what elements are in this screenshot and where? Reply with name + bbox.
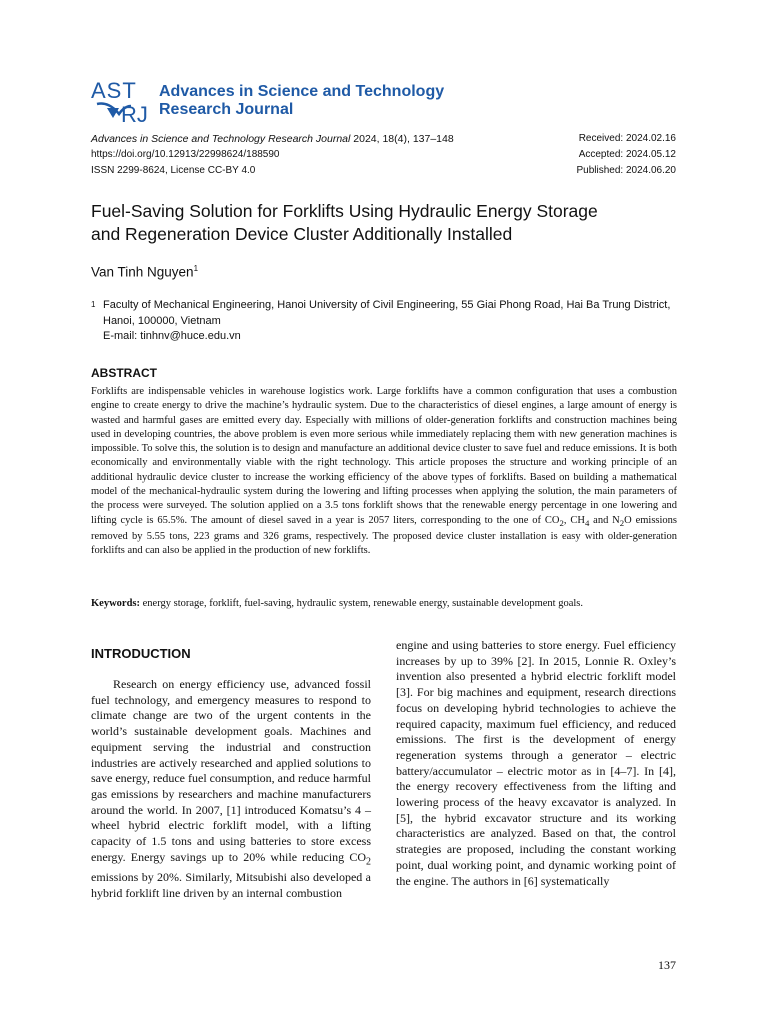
keywords-label: Keywords: xyxy=(91,598,140,609)
astrj-logo-icon xyxy=(91,78,147,126)
n2o-subscript: 2 xyxy=(619,517,625,528)
accepted-date: Accepted: 2024.05.12 xyxy=(578,149,676,160)
author-affiliation-mark: 1 xyxy=(193,264,199,273)
ch4-subscript: 4 xyxy=(584,517,590,528)
intro-co2-subscript: 2 xyxy=(366,856,371,868)
abstract-heading: ABSTRACT xyxy=(91,366,157,380)
intro-col1-text-a: Research on energy efficiency use, advanced fossil fuel technology, and emergency measures to respond to climate change are two of the urgent contents in the world’s sustainable development goals. Machines and equipment serving the industrial and construction industries are actively researched and applied solutions to save energy, reduce fuel consumption, and reduce harmful gas emissions by researchers and machine manufacturers around the world. In 2007, [1] introduced Komatsu’s 4 – wheel hybrid electric forklift model, with a lifting capacity of 1.5 tons and using batteries to store excess energy. Energy savings up to 20% while reducing CO xyxy=(91,677,371,864)
doi-link[interactable]: https://doi.org/10.12913/22998624/188590 xyxy=(91,149,280,160)
citation-block xyxy=(91,131,454,179)
author-email[interactable]: E-mail: tinhnv@huce.edu.vn xyxy=(103,330,241,342)
affiliation-number: 1 xyxy=(91,300,96,309)
paper-title-line1: Fuel-Saving Solution for Forklifts Using Hydraulic Energy Storage xyxy=(91,201,598,221)
co2-subscript: 2 xyxy=(559,517,564,528)
abstract-text xyxy=(91,385,677,559)
paper-title-line2: and Regeneration Device Cluster Additionally Installed xyxy=(91,224,513,244)
citation-line xyxy=(91,131,454,147)
journal-name-line2: Research Journal xyxy=(159,101,294,118)
published-date: Published: 2024.06.20 xyxy=(576,165,676,176)
received-date: Received: 2024.02.16 xyxy=(578,133,676,144)
abstract-text-d: O emissions removed by 5.55 tons, 223 grams and 326 grams, respectively. The proposed device cluster installation is easy with older-generation forklifts and can also be applied in the production of new forklifts. xyxy=(91,514,677,557)
journal-name-line1: Advances in Science and Technology xyxy=(159,83,445,100)
keywords-text: energy storage, forklift, fuel-saving, hydraulic system, renewable energy, sustainable development goals. xyxy=(140,598,584,609)
author-text: Van Tinh Nguyen xyxy=(91,264,194,280)
abstract-text-a: Forklifts are indispensable vehicles in warehouse logistics work. Large forklifts have a common configuration that uses a combustion engine to create energy to drive the machine’s hydraulic system. Due to the characteristics of diesel engines, a large amount of energy is wasted and harmful gases are emitted every day. Especially with millions of older-generation forklifts and construction machines being used in developing countries, the above problem is even more serious while immediately replacing them with new generation machines is impossible. To solve this, the solution is to design and manufacture an additional device cluster to save fuel and reduce emissions. It is both economically and environmentally viable with the right technology. This article proposes the structure and working principle of an additional hydraulic device cluster to increase the working efficiency of the above types of forklifts. Based on building a mathematical model of the mechanical-hydraulic system during the lowering and lifting processes when applying the solution, the main parameters of the process were surveyed. The solution applied on a 3.5 tons forklift shows that the renewable energy percentage in one lowering and lifting cycle is 65.5%. The amount of diesel saved in a year is 2057 liters, corresponding to the one of CO xyxy=(91,386,677,526)
citation-volume: 2024, 18(4), 137–148 xyxy=(350,133,454,145)
keywords xyxy=(91,598,681,609)
citation-journal: Advances in Science and Technology Research Journal xyxy=(91,133,351,145)
journal-name xyxy=(159,83,444,119)
introduction-column-right: engine and using batteries to store energy. Fuel efficiency increases by up to 39% [2]. In 2015, Lonnie R. Oxley’s invention also presented a hybrid electric forklift model [3]. For big machines and equipment, research directions focus on developing hybrid technologies to achieve the required capacity, maximum fuel efficiency, and reduced emissions. The first is the development of energy regeneration systems through a generator – electric battery/accumulator – electric motor as in [4–7]. In [4], the energy recovery effectiveness from the lifting and lowering process of the heavy excavator is analyzed. In [5], the hybrid excavator structure and its working characteristics are analyzed. Based on that, the control strategies are proposed, including the constant working point, dual working point, and dynamic working point of the engine. The authors in [6] systematically xyxy=(396,638,676,888)
introduction-column-left xyxy=(91,677,371,901)
introduction-heading: INTRODUCTION xyxy=(91,646,191,661)
affiliation xyxy=(91,297,681,329)
author-name xyxy=(91,264,198,280)
intro-col1-text-b: emissions by 20%. Similarly, Mitsubishi also developed a hybrid forklift line driven by an internal combustion xyxy=(91,869,371,900)
abstract-text-c: and N xyxy=(589,514,620,526)
svg-text:AST: AST xyxy=(91,78,137,103)
issn-license: ISSN 2299-8624, License CC-BY 4.0 xyxy=(91,165,256,176)
abstract-text-b: , CH xyxy=(563,514,585,526)
journal-logo xyxy=(91,78,147,126)
dates-block xyxy=(576,131,676,179)
svg-text:RJ: RJ xyxy=(121,102,147,126)
paper-title xyxy=(91,200,681,246)
page-number: 137 xyxy=(658,958,676,972)
affiliation-text: Faculty of Mechanical Engineering, Hanoi University of Civil Engineering, 55 Giai Phong Road, Hai Ba Trung District, Hanoi, 100000, Vietnam xyxy=(103,299,671,327)
